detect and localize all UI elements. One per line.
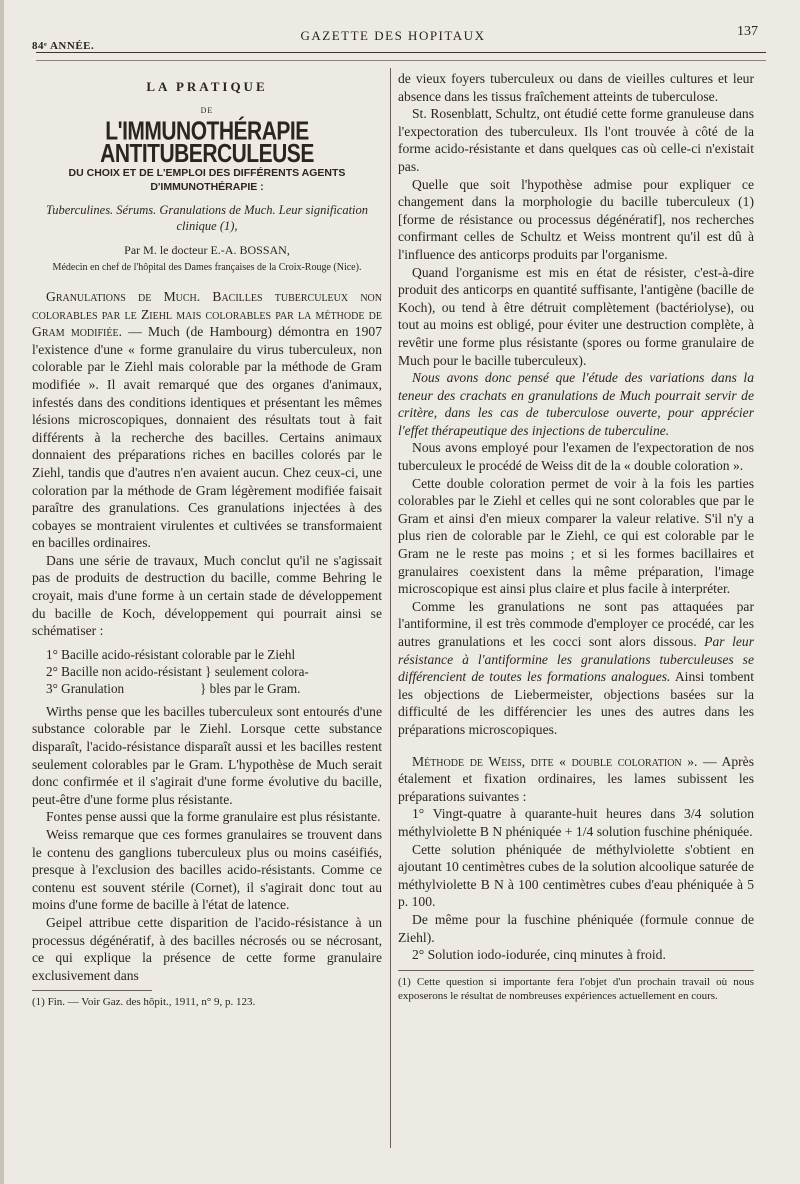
list-item: 1° Bacille acido-résistant colorable par le Ziehl (46, 646, 296, 662)
column-divider (390, 68, 391, 1148)
page-edge (0, 0, 4, 1184)
stage-list (46, 646, 382, 697)
paragraph: Cette solution phéniquée de méthylviolette s'obtient en ajoutant 10 centimètres cubes de la solution alcoolique saturée de méthylviolette B N à 100 centimètres cubes d'eau phéniquée à 5 p. 100. (398, 841, 754, 910)
paragraph: Dans une série de travaux, Much conclut qu'il ne s'agissait pas de produits de destruction du bacille, comme Behring le croyait, mais d'une forme à un certain stade de développement du bacille de Koch, développement qui pourrait ainsi se schématiser : (32, 552, 382, 639)
article-de: DE (200, 105, 214, 115)
paragraph: Quand l'organisme est mis en état de résister, c'est-à-dire produit des anticorps en quantité suffisante, l'antigène (bacille de Koch), ou tend à être détruit complètement (bactériolyse), ou tout au moins est obligé, pour éviter une destruction complète, à revêtir une forme plus résistante (spores ou forme granulaire de Much pour le bacille tuberculeux). (398, 264, 754, 368)
paragraph: Fontes pense aussi que la forme granulaire est plus résistante. (46, 809, 381, 825)
paragraph (32, 288, 382, 552)
running-header (28, 24, 758, 52)
italic-text: Par leur résistance à l'antiformine les granulations tuberculeuses se différencient de toutes les formations analogues. (398, 634, 755, 685)
paragraph-text: Ainsi tombent les objections de Liebermeister, objections basées sur la difficulté de les différencier les unes des autres dans les préparations microscopiques. (398, 669, 754, 737)
article-topics: Tuberculines. Sérums. Granulations de Much. Leur signification clinique (1), (45, 203, 369, 234)
journal-title: GAZETTE DES HOPITAUX (300, 28, 486, 43)
footnote-rule (398, 970, 754, 971)
paragraph: 2° Solution iodo-iodurée, cinq minutes à froid. (412, 947, 666, 963)
paragraph: Quelle que soit l'hypothèse admise pour expliquer ce changement dans la morphologie du bacille tuberculeux (1) [forme de résistance ou processus dégénératif], nos recherches confirmant celles de Schultz et Weiss montrent qu'il est dû à l'influence des anticorps produits par l'organisme. (398, 176, 754, 262)
header-rule (36, 52, 766, 53)
paragraph: de vieux foyers tuberculeux ou dans de vieilles cultures et leur absence dans les tissus fraîchement atteints de tuberculose. (398, 71, 754, 104)
footnote-rule (32, 990, 152, 991)
page-number: 137 (737, 24, 758, 39)
article-subtitle: DU CHOIX ET DE L'EMPLOI DES DIFFÉRENTS AGENTS D'IMMUNOTHÉRAPIE : (68, 167, 346, 194)
paragraph-text: — Much (de Hambourg) démontra en 1907 l'existence d'une « forme granulaire du virus tuberculeux, non colorable par le Ziehl mais colorable par la méthode de Gram modifiée ». Il avait remarqué que des organes d'animaux, infestés dans des conditions identiques et présentant les mêmes lésions microscopiques, donnaient des résultats tout à fait différents à la recherche des bacilles. Certains animaux donnaient des préparations riches en bacilles colorés par le Ziehl, tandis que d'autres n'en avaient aucun. Chez ceux-ci, une coloration par la méthode de Gram légèrement modifiée faisait paraître des granulations. Ces granulations injectées à des cobayes se montraient virulentes et cultivées se transformaient en bacilles ordinaires. (32, 324, 382, 551)
article-author: Par M. le docteur E.-A. BOSSAN, (124, 243, 290, 258)
paragraph: De même pour la fuschine phéniquée (formule connue de Ziehl). (398, 911, 754, 945)
paragraph-italic (398, 369, 754, 439)
edition-label: 84ᵉ ANNÉE. (32, 40, 95, 52)
left-column (32, 70, 382, 1009)
section-lead: Méthode de Weiss, dite « double coloration ». (412, 753, 698, 769)
author-affiliation: Médecin en chef de l'hôpital des Dames françaises de la Croix-Rouge (Nice). (52, 261, 362, 273)
article-title: L'IMMUNOTHÉRAPIE ANTITUBERCULEUSE (100, 117, 314, 168)
paragraph: Weiss remarque que ces formes granulaires se trouvent dans le contenu des ganglions tuberculeux plus ou moins caséifiés, presque à l'exclusion des bacilles acido-résistants. Comme ce contenu est souvent stérile (Cornet), il s'agirait donc tout au moins d'une forme de bacille à l'état de latence. (32, 827, 382, 913)
list-item: 2° Bacille non acido-résistant } seulement colora- (46, 663, 309, 679)
paragraph (398, 753, 754, 806)
paragraph-text: — Après étalement et fixation ordinaires, les lames subissent les préparations suivantes : (398, 753, 754, 804)
footnote: (1) Cette question si importante fera l'objet d'un prochain travail où nous exposerons le résultat de nombreuses expériences actuellement en cours. (398, 975, 754, 1002)
header-rule-thin (36, 60, 766, 61)
paragraph: Wirths pense que les bacilles tuberculeux sont entourés d'une substance colorable par le Ziehl. Lorsque cette substance disparaît, l'acido-résistance disparaît aussi et les bacilles restent seulement colorables par le Gram. L'hypothèse de Much serait donc confirmée et il s'agirait d'une forme évolutive du bacille, peut-être d'une forme plus résistante. (32, 703, 382, 807)
paragraph-text: Comme les granulations ne sont pas attaquées par l'antiformine, il est très commode d'employer ce procédé, car les autres granulations et les cocci sont alors dissous. (398, 598, 754, 649)
italic-text: Nous avons donc pensé que l'étude des variations dans la teneur des crachats en granulations de Much pourrait servir de critère, dans les cas de tuberculose ouverte, pour apprécier l'effet thérapeutique des injections de tuberculine. (398, 370, 754, 438)
right-column (398, 70, 754, 1003)
paragraph: 1° Vingt-quatre à quarante-huit heures dans 3/4 solution méthylviolette B N phéniquée + 1/4 solution fuschine phéniquée. (398, 806, 754, 839)
article-kicker: LA PRATIQUE (146, 79, 268, 94)
paragraph: Nous avons employé pour l'examen de l'expectoration de nos tuberculeux le procédé de Weiss dit de la « double coloration ». (398, 440, 754, 474)
paragraph: Cette double coloration permet de voir à la fois les parties colorables par le Ziehl et celles qui ne sont colorables que par le Gram et ainsi d'en mieux comparer la valeur relative. S'il n'y a plus rien de colorable par le Ziehl, ce qui est colorable par le Gram ne le reste pas moins ; et si les formes bacillaires et granulaires coexistent dans la même préparation, l'image microscopique est ainsi plus claire et plus facile à interpréter. (398, 475, 754, 597)
paragraph (398, 598, 754, 739)
paragraph: St. Rosenblatt, Schultz, ont étudié cette forme granuleuse dans l'expectoration des tuberculeux. Ils l'ont trouvée à côté de la forme acido-résistante et dans quelques cas où celle-ci n'existait pas. (398, 106, 754, 174)
list-item: 3° Granulation } bles par le Gram. (46, 680, 301, 696)
footnote: (1) Fin. — Voir Gaz. des hôpit., 1911, n° 9, p. 123. (32, 996, 256, 1009)
section-lead: Granulations de Much. Bacilles tuberculeux non colorables par le Ziehl mais colorables par la méthode de Gram modifiée. (32, 288, 382, 340)
paragraph: Geipel attribue cette disparition de l'acido-résistance à un processus dégénératif, à des bacilles nécrosés ou se nécrosant, ce qui explique la présence de cette forme granulaire exclusivement dans (32, 914, 382, 983)
